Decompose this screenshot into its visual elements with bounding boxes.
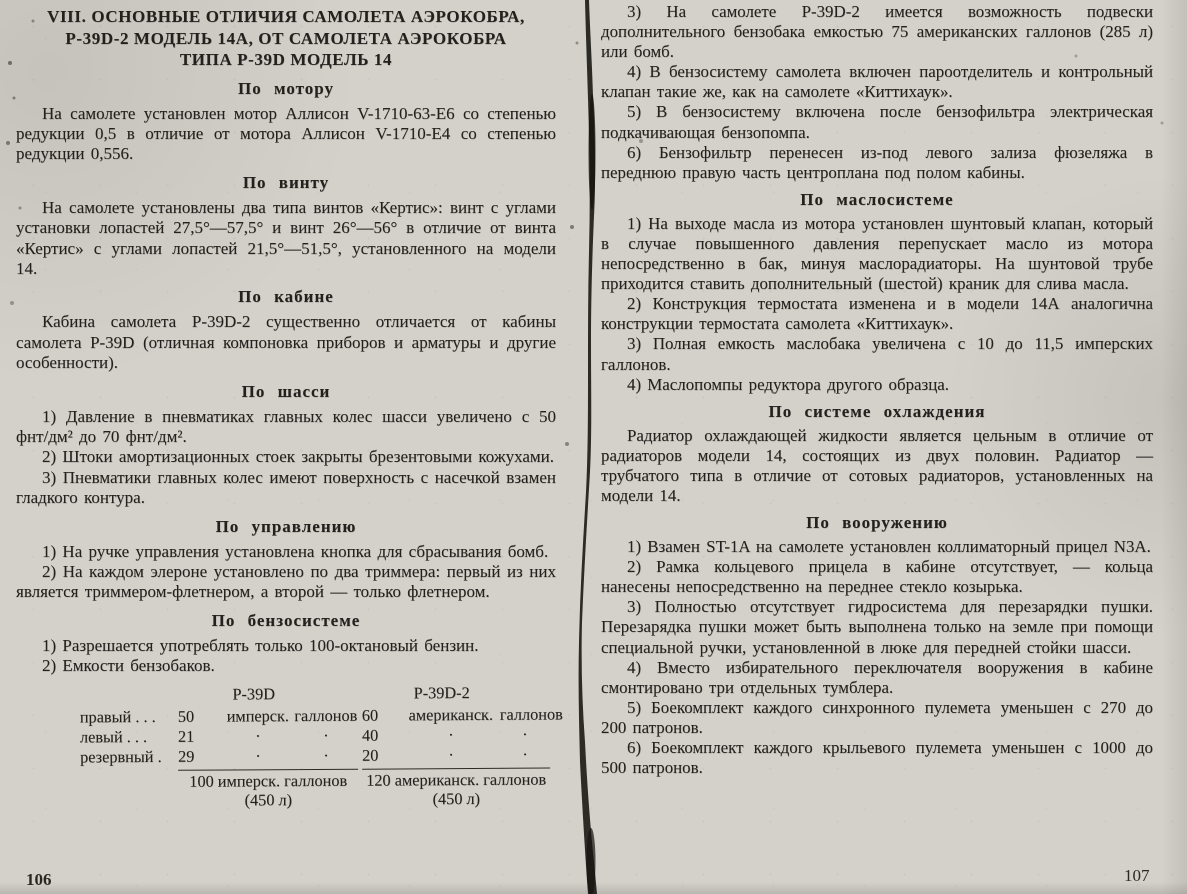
fuel-value: 40	[361, 725, 379, 745]
heading-po-upravleniyu: По управлению	[215, 516, 357, 536]
para: 3) Пневматики главных колес имеют поверхность с насечкой взамен гладкого контура.	[16, 467, 556, 508]
ditto-mark: ·	[255, 745, 261, 765]
fuel-unit: имперск.	[226, 705, 290, 726]
chapter-title	[16, 6, 556, 71]
para: 4) В бензосистему самолета включен пароотделитель и контрольный клапан такие же, как на самолете «Киттихаук».	[601, 62, 1153, 102]
fuel-table-row-right-tank	[66, 704, 563, 727]
fuel-table-col-header-p39d: Р-39D	[232, 683, 276, 704]
fuel-value: 20	[361, 745, 379, 765]
fuel-total-value: 120 американск. галлонов	[366, 769, 547, 790]
para: 6) Боекомплект каждого крыльевого пулемета уменьшен с 1000 до 500 патронов.	[601, 738, 1153, 778]
fuel-total-liters: (450 л)	[432, 788, 481, 808]
fuel-total-p39d2	[362, 767, 550, 808]
para: 1) Взамен ST-1A на самолете установлен коллиматорный прицел N3A.	[627, 537, 1151, 557]
chapter-title-line: Р-39D-2 МОДЕЛЬ 14А, ОТ САМОЛЕТА АЭРОКОБРА	[65, 28, 507, 48]
page-right	[601, 2, 1153, 778]
fuel-table-header-row	[66, 682, 556, 705]
fuel-total-value: 100 имперск. галлонов	[189, 770, 348, 791]
fuel-row-label: резервный .	[80, 746, 162, 767]
page-left	[16, 6, 563, 809]
para: 2) Штоки амортизационных стоек закрыты брезентовыми кожухами.	[42, 447, 555, 467]
ditto-mark: ·	[522, 724, 528, 744]
section-po-benzosisteme	[16, 611, 556, 677]
heading-po-motoru: По мотору	[238, 78, 334, 98]
fuel-unit: американск.	[408, 704, 494, 725]
fuel-value: 21	[177, 726, 195, 746]
para: 1) На выходе масла из мотора установлен шунтовый клапан, который в случае повышенного давления перепускает масло из мотора непосредственно в бак, минуя маслорадиаторы. На шунтовой трубе приходится ставить дополнительный (шестой) краник для слива масла.	[601, 213, 1153, 294]
section-po-vintu	[16, 173, 556, 280]
section-po-upravleniyu	[16, 517, 556, 603]
heading-po-vintu: По винту	[242, 172, 330, 192]
page-number-left: 106	[26, 870, 52, 889]
para: 2) На каждом элероне установлено по два триммера: первый из них является триммером-флетнером, а второй — только флетнером.	[16, 562, 556, 602]
fuel-total-p39d	[178, 768, 358, 809]
para: 3) Полностью отсутствует гидросистема для перезарядки пушки. Перезарядка пушки может быть выполнена только на земле при помощи специальной ручки, установленной в люке для передней стойки шасси.	[601, 597, 1153, 657]
heading-po-sisteme-okhlazhdeniya: По системе охлаждения	[768, 401, 986, 421]
chapter-title-line: ТИПА Р-39D МОДЕЛЬ 14	[179, 50, 393, 69]
para: 5) Боекомплект каждого синхронного пулемета уменьшен с 270 до 200 патронов.	[601, 697, 1153, 737]
heading-po-shassi: По шасси	[241, 381, 331, 401]
para: 2) Емкости бензобаков.	[42, 656, 215, 676]
para: Кабина самолета Р-39D-2 существенно отличается от кабины самолета Р-39D (отличная компоновка приборов и арматуры и другие особенности).	[16, 312, 556, 373]
fuel-cell-p39d2	[362, 744, 550, 765]
para: 5) В бензосистему включена после бензофильтра электрическая подкачивающая бензопомпа.	[601, 102, 1153, 142]
para: На самолете установлены два типа винтов «Кертис»: винт с углами установки лопастей 27,5°—57,5° и винт 26°—56° в отличие от винта «Кертис» с углами лопастей 21,5°—51,5°, установленного на модели 14.	[16, 197, 556, 278]
fuel-cell-p39d2	[361, 704, 563, 725]
fuel-unit: галлонов	[294, 705, 358, 725]
heading-po-maslosisteme: По маслосистеме	[800, 189, 954, 209]
scan-noise-dots	[0, 0, 2, 2]
ditto-mark: ·	[448, 744, 454, 764]
para: 2) Рамка кольцевого прицела в кабине отсутствует, — кольца нанесены непосредственно на переднее стекло козырька.	[601, 557, 1153, 597]
section-po-kabine	[16, 287, 556, 373]
ditto-mark: ·	[522, 744, 528, 764]
fuel-total-liters: (450 л)	[244, 789, 293, 809]
section-benzosisteme-continued	[601, 2, 1153, 183]
section-po-maslosisteme	[601, 190, 1153, 395]
fuel-value: 60	[361, 705, 379, 725]
fuel-table-totals-row	[66, 764, 556, 810]
heading-po-vooruzheniyu: По вооружению	[806, 513, 948, 533]
fuel-table-header-spacer	[66, 684, 178, 705]
fuel-value: 29	[177, 746, 195, 766]
heading-po-benzosisteme: По бензосистеме	[211, 610, 361, 630]
page-number-right: 107	[1124, 866, 1150, 885]
para: 1) На ручке управления установлена кнопка для сбрасывания бомб.	[42, 541, 549, 561]
chapter-title-line: VIII. ОСНОВНЫЕ ОТЛИЧИЯ САМОЛЕТА АЭРОКОБРА,	[47, 7, 525, 26]
section-po-sisteme-okhlazhdeniya	[601, 402, 1153, 506]
section-po-vooruzheniyu	[601, 513, 1153, 778]
para: На самолете установлен мотор Аллисон V-1710-63-Е6 со степенью редукции 0,5 в отличие от мотора Аллисон V-1710-Е4 со степенью редукции 0,556.	[16, 103, 556, 164]
para: 3) Полная емкость маслобака увеличена с 10 до 11,5 имперских галлонов.	[601, 334, 1153, 374]
ditto-mark: ·	[323, 745, 329, 765]
fuel-table-totals-spacer	[66, 766, 178, 810]
fuel-value: 50	[177, 706, 195, 726]
fuel-cell-p39d	[178, 745, 358, 766]
ditto-mark: ·	[448, 724, 454, 744]
heading-po-kabine: По кабине	[238, 287, 334, 307]
fuel-unit: галлонов	[499, 704, 563, 724]
fuel-table-col-header-p39d2: Р-39D-2	[413, 682, 470, 702]
ditto-mark: ·	[255, 725, 261, 745]
fuel-table-row-left-tank	[66, 724, 556, 747]
para: 1) Давление в пневматиках главных колес шасси увеличено с 50 фнт/дм² до 70 фнт/дм².	[16, 406, 556, 446]
para: 2) Конструкция термостата изменена и в модели 14А аналогична конструкции термостата самолета «Киттихаук».	[601, 294, 1153, 334]
ditto-mark: ·	[323, 725, 329, 745]
para: 4) Маслопомпы редуктора другого образца.	[627, 374, 949, 394]
para: 3) На самолете Р-39D-2 имеется возможность подвески дополнительного бензобака емкостью 75 американских галлонов (285 л) или бомб.	[601, 2, 1153, 62]
fuel-table-row-reserve-tank	[66, 744, 556, 767]
fuel-cell-p39d	[178, 705, 358, 726]
fuel-capacity-table	[66, 682, 563, 810]
fuel-row-label: левый . . .	[79, 726, 148, 747]
para: 4) Вместо избирательного переключателя вооружения в кабине смонтировано три отдельных тумблера.	[601, 657, 1153, 697]
para: Радиатор охлаждающей жидкости является цельным в отличие от радиаторов модели 14, состоящих из двух половин. Радиатор — трубчатого типа в отличие от сотовых радиаторов, установленных на модели 14.	[601, 425, 1153, 505]
para: 1) Разрешается употреблять только 100-октановый бензин.	[42, 635, 479, 655]
fuel-row-label: правый . . .	[79, 706, 156, 727]
section-po-shassi	[16, 382, 556, 509]
fuel-cell-p39d2	[362, 724, 550, 745]
fuel-cell-p39d	[178, 725, 358, 746]
para: 6) Бензофильтр перенесен из-под левого зализа фюзеляжа в переднюю правую часть центроплана под полом кабины.	[601, 142, 1153, 182]
section-po-motoru	[16, 79, 556, 165]
